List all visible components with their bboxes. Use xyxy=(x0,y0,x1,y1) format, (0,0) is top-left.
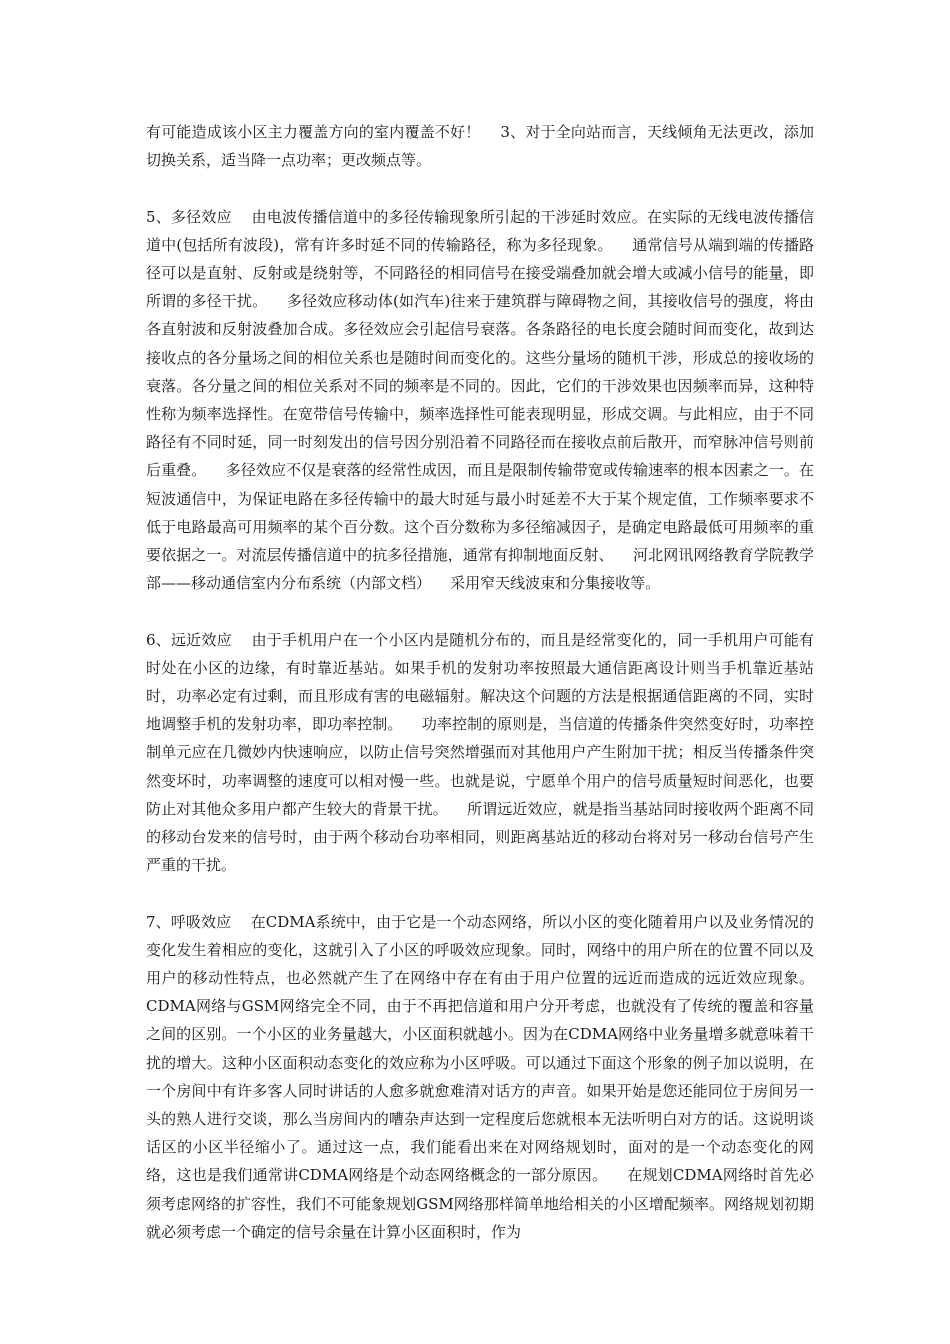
paragraph-coverage-tail: 有可能造成该小区主力覆盖方向的室内覆盖不好！ 3、对于全向站而言，天线倾角无法更改，添加切换关系，适当降一点功率；更改频点等。 xyxy=(146,123,814,170)
document-page xyxy=(146,118,834,1246)
paragraph-breathing-effect: 7、呼吸效应 在CDMA系统中，由于它是一个动态网络，所以小区的变化随着用户以及业务情况的变化发生着相应的变化，这就引入了小区的呼吸效应现象。同时，网络中的用户所在的位置不同以及用户的移动性特点，也必然就产生了在网络中存在有由于用户位置的远近而造成的远近效应现象。 CDMA网络与GSM网络完全不同，由于不再把信道和用户分开考虑，也就没有了传统的覆盖和容量之间的区别。一个小区的业务量越大，小区面积就越小。因为在CDMA网络中业务量增多就意味着干扰的增大。这种小区面积动态变化的效应称为小区呼吸。可以通过下面这个形象的例子加以说明，在一个房间中有许多客人同时讲话的人愈多就愈难清对话方的声音。如果开始是您还能同位于房间另一头的熟人进行交谈，那么当房间内的嘈杂声达到一定程度后您就根本无法听明白对方的话。这说明谈话区的小区半径缩小了。通过这一点，我们能看出来在对网络规划时，面对的是一个动态变化的网络，这也是我们通常讲CDMA网络是个动态网络概念的一部分原因。 在规划CDMA网络时首先必须考虑网络的扩容性，我们不可能象规划GSM网络那样简单地给相关的小区增配频率。网络规划初期就必须考虑一个确定的信号余量在计算小区面积时，作为 xyxy=(146,912,834,1241)
paragraph-multipath-effect: 5、多径效应 由电波传播信道中的多径传输现象所引起的干涉延时效应。在实际的无线电波传播信道中(包括所有波段)，常有许多时延不同的传输路径，称为多径现象。 通常信号从端到端的传播路径可以是直射、反射或是绕射等，不同路径的相同信号在接受端叠加就会增大或减小信号的能量，即所谓的多径干扰。 多径效应移动体(如汽车)往来于建筑群与障碍物之间，其接收信号的强度，将由各直射波和反射波叠加合成。多径效应会引起信号衰落。各条路径的电长度会随时间而变化，故到达接收点的各分量场之间的相位关系也是随时间而变化的。这些分量场的随机干涉，形成总的接收场的衰落。各分量之间的相位关系对不同的频率是不同的。因此，它们的干涉效果也因频率而异，这种特性称为频率选择性。在宽带信号传输中，频率选择性可能表现明显，形成交调。与此相应，由于不同路径有不同时延，同一时刻发出的信号因分别沿着不同路径而在接收点前后散开，而窄脉冲信号则前后重叠。 多径效应不仅是衰落的经常性成因，而且是限制传输带宽或传输速率的根本因素之一。在短波通信中，为保证电路在多径传输中的最大时延与最小时延差不大于某个规定值，工作频率要求不低于电路最高可用频率的某个百分数。这个百分数称为多径缩减因子，是确定电路最低可用频率的重要依据之一。对流层传播信道中的抗多径措施，通常有抑制地面反射、 河北网讯网络教育学院教学部——移动通信室内分布系统（内部文档） 采用窄天线波束和分集接收等。 xyxy=(146,207,814,593)
paragraph-near-far-effect: 6、远近效应 由于手机用户在一个小区内是随机分布的，而且是经常变化的，同一手机用户可能有时处在小区的边缘，有时靠近基站。如果手机的发射功率按照最大通信距离设计则当手机靠近基站时，功率必定有过剩，而且形成有害的电磁辐射。解决这个问题的方法是根据通信距离的不同，实时地调整手机的发射功率，即功率控制。 功率控制的原则是，当信道的传播条件突然变好时，功率控制单元应在几微妙内快速响应，以防止信号突然增强而对其他用户产生附加干扰；相反当传播条件突然变坏时，功率调整的速度可以相对慢一些。也就是说，宁愿单个用户的信号质量短时间恶化，也要防止对其他众多用户都产生较大的背景干扰。 所谓远近效应，就是指当基站同时接收两个距离不同的移动台发来的信号时，由于两个移动台功率相同，则距离基站近的移动台将对另一移动台信号产生严重的干扰。 xyxy=(146,630,814,875)
